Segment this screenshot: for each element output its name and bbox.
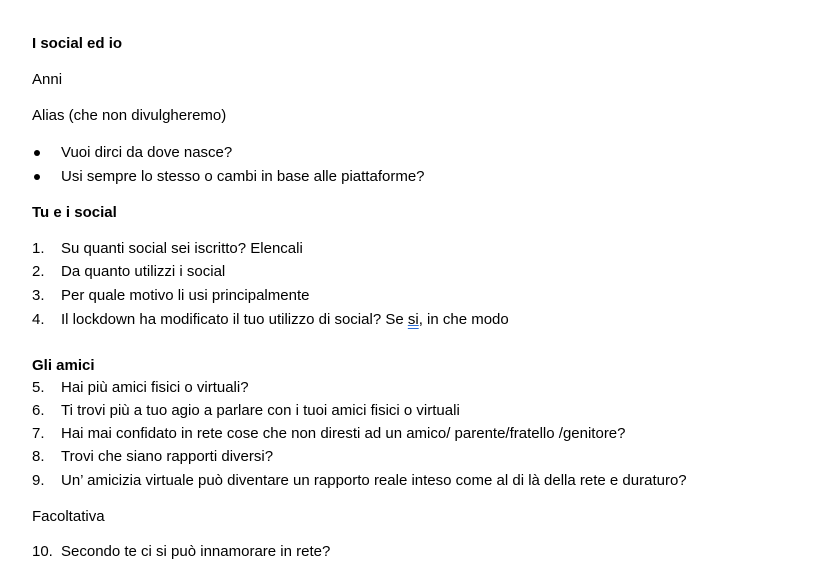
field-alias: Alias (che non divulgheremo) bbox=[32, 107, 227, 124]
field-age: Anni bbox=[32, 71, 63, 88]
document-title: I social ed io bbox=[32, 35, 123, 52]
section-heading-friends: Gli amici bbox=[32, 357, 95, 374]
bullet-dot-icon bbox=[34, 174, 40, 180]
bullet-dot-icon bbox=[34, 150, 40, 156]
optional-label: Facoltativa bbox=[32, 508, 105, 525]
section-heading-social: Tu e i social bbox=[32, 204, 117, 221]
spellcheck-underlined-word: si bbox=[407, 311, 419, 328]
